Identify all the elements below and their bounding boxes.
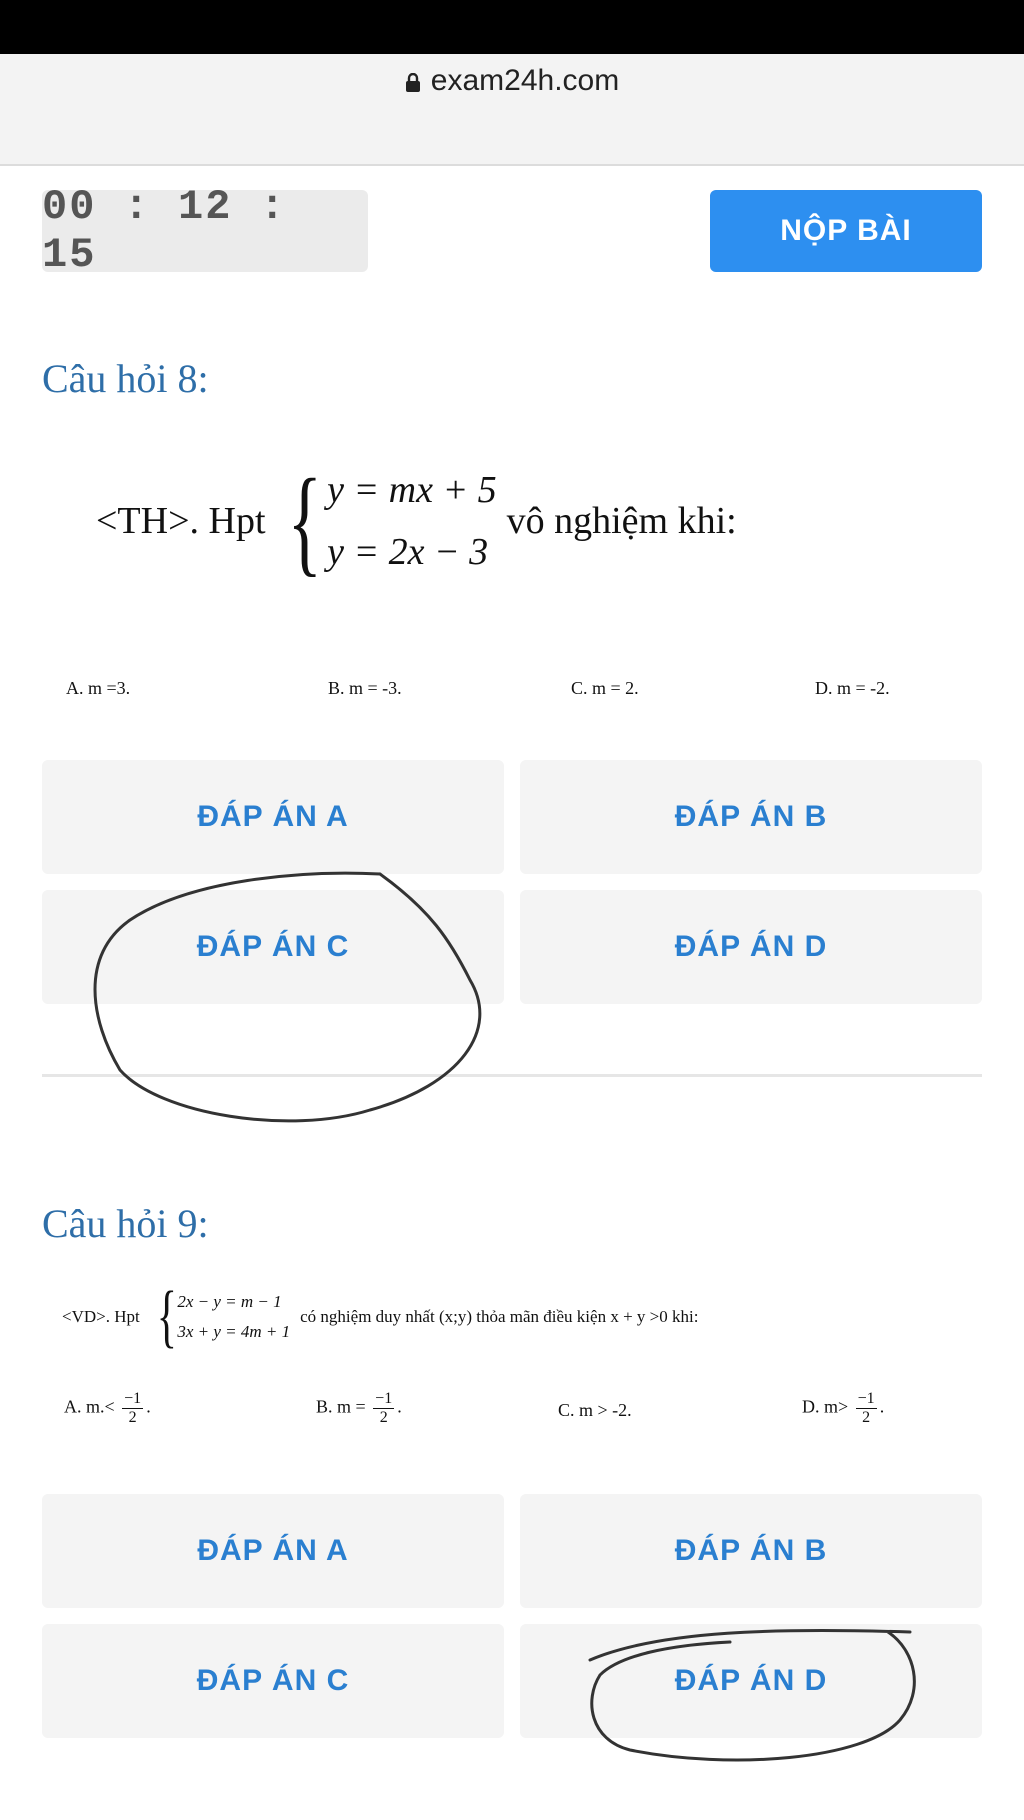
q8-answer-b-button[interactable]: ĐÁP ÁN B	[520, 760, 982, 874]
frac-den: 2	[862, 1409, 871, 1426]
q8-eq2: y = 2x − 3	[327, 531, 489, 573]
frac-num: −1	[375, 1390, 393, 1407]
q9-answer-d-button[interactable]: ĐÁP ÁN D	[520, 1624, 982, 1738]
question-8-title: Câu hỏi 8:	[42, 356, 209, 401]
submit-button[interactable]: NỘP BÀI	[710, 190, 982, 272]
q8-option-a: A. m =3.	[66, 678, 131, 698]
q8-eq1: y = mx + 5	[327, 469, 497, 511]
question-9-title: Câu hỏi 9:	[42, 1201, 209, 1246]
q9-option-b-text: B. m =	[316, 1396, 366, 1417]
q9-answer-c-button[interactable]: ĐÁP ÁN C	[42, 1624, 504, 1738]
q9-option-b: B. m = $\frac{-1}{2}$ .	[316, 1390, 402, 1426]
question-divider	[42, 1074, 982, 1077]
url-text: exam24h.com	[430, 64, 620, 97]
q9-option-d-text: D. m>	[802, 1396, 849, 1417]
lock-icon	[405, 73, 421, 93]
q9-option-c: C. m > -2.	[558, 1400, 632, 1420]
q8-suffix: vô nghiệm khi:	[506, 500, 737, 542]
q8-option-b: B. m = -3.	[328, 678, 402, 698]
q9-option-a-text: A. m.<	[64, 1396, 115, 1417]
q9-option-d: D. m> $\frac{-1}{2}$ .	[802, 1390, 885, 1426]
q9-eq1: 2x − y = m − 1	[177, 1292, 282, 1311]
frac-num: −1	[124, 1390, 142, 1407]
status-bar	[0, 0, 1024, 54]
q9-eq2: 3x + y = 4m + 1	[177, 1322, 291, 1341]
countdown-timer: 00 : 12 : 15	[42, 190, 368, 272]
q9-answer-b-button[interactable]: ĐÁP ÁN B	[520, 1494, 982, 1608]
brace-icon: {	[156, 1278, 177, 1355]
question-8-text	[96, 446, 737, 596]
fraction	[122, 1390, 143, 1427]
q8-prefix: <TH>. Hpt	[96, 500, 266, 542]
q9-answer-a-button[interactable]: ĐÁP ÁN A	[42, 1494, 504, 1608]
q8-option-c: C. m = 2.	[571, 678, 639, 698]
frac-den: 2	[379, 1409, 388, 1426]
question-9-text	[62, 1278, 699, 1355]
q8-option-d: D. m = -2.	[815, 678, 890, 698]
q8-answer-a-button[interactable]: ĐÁP ÁN A	[42, 760, 504, 874]
q8-answer-d-button[interactable]: ĐÁP ÁN D	[520, 890, 982, 1004]
frac-den: 2	[128, 1409, 137, 1426]
fraction	[856, 1390, 877, 1427]
q9-prefix: <VD>. Hpt	[62, 1307, 140, 1326]
fraction	[373, 1390, 394, 1427]
brace-icon: {	[287, 454, 322, 587]
q8-equation-system	[276, 454, 497, 587]
q8-answer-c-button[interactable]: ĐÁP ÁN C	[42, 890, 504, 1004]
q9-option-a: A. m.< $\frac{-1}{2}$ .	[64, 1390, 151, 1426]
url-display[interactable]	[0, 64, 1024, 98]
q9-equation-system	[150, 1278, 291, 1355]
frac-num: −1	[857, 1390, 875, 1407]
q9-suffix: có nghiệm duy nhất (x;y) thỏa mãn điều kiện x + y >0 khi:	[300, 1307, 699, 1326]
